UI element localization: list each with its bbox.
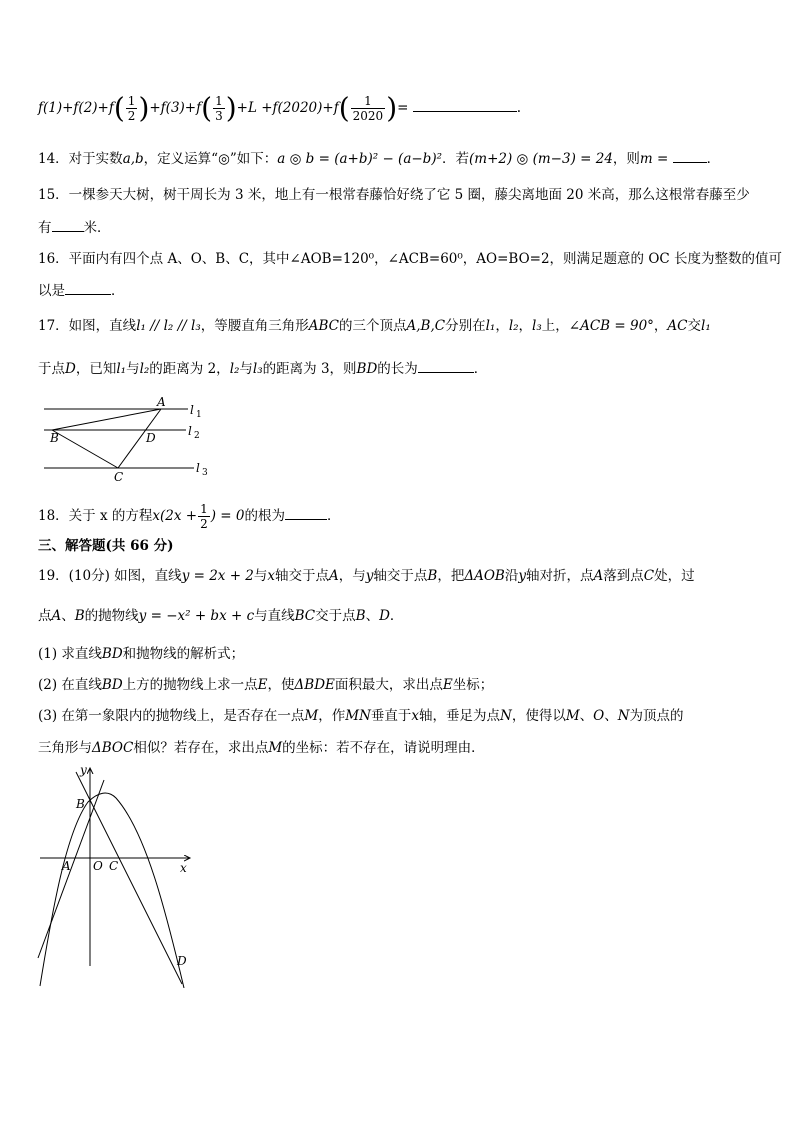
label-o: O [93,859,103,873]
q13-frac1: $\frac{1}{2}$ [127,94,136,123]
q17-figure [38,392,218,484]
q13-part1: f(1)+f(2)+f [38,100,114,116]
label-d: D [177,954,187,968]
q19-figure [36,762,196,988]
label-b: B [50,431,59,445]
q18-line: 18．关于 x 的方程x(2x + $\frac{1}{2}$ ) = 0的根为 ． [38,502,341,531]
label-d: D [146,431,156,445]
q15-answer-blank[interactable] [52,217,84,232]
q15-line1: 15．一棵参天大树，树干周长为 3 米，地上有一根常春藤恰好绕了它 5 圈，藤尖离地面 20 米高，那么这根常春藤至少 [38,187,750,203]
section-title: 三、解答题(共 66 分) [38,538,174,554]
q19-line2: 点A、B的抛物线y = −x² + bx + c与直线BC交于点B、D． [38,608,404,624]
label-l2: l [188,424,192,438]
q14-definition: a ◎ b = (a+b)² − (a−b)² [277,151,443,167]
q19-part3-line1: (3) 在第一象限内的抛物线上，是否存在一点M，作MN垂直于x轴，垂足为点N，使得以M、O、N为顶点的 [38,708,684,724]
q14-equation: (m+2) ◎ (m−3) = 24 [469,151,613,167]
parabola [40,793,184,988]
q13-part3: +L +f(2020)+f [236,100,339,116]
segment-ba [52,409,161,430]
q18-frac: $\frac{1}{2}$ [200,502,208,531]
label-a: A [62,859,71,873]
q14-line: 14．对于实数a,b，定义运算“◎”如下：a ◎ b = (a+b)² − (a−b)²．若(m+2) ◎ (m−3) = 24，则m = ． [38,148,758,169]
q19-part2: (2) 在直线BD上方的抛物线上求一点E，使ΔBDE面积最大，求出点E坐标； [38,677,494,693]
label-c: C [114,470,124,484]
label-x: x [180,861,187,875]
q13-part2: +f(3)+f [149,100,202,116]
label-l3-sub: 3 [202,468,208,478]
q17-answer-blank[interactable] [418,358,474,373]
label-c: C [109,859,119,873]
q19-part3-line2: 三角形与ΔBOC相似？若存在，求出点M的坐标：若不存在，请说明理由． [38,740,485,756]
q19-line1: 19．(10分) 如图，直线y = 2x + 2与x轴交于点A，与y轴交于点B，把ΔAOB沿y轴对折，点A落到点C处，过 [38,568,695,584]
q15-line2: 有 米． [38,217,758,238]
q16-answer-blank[interactable] [65,280,111,295]
segment-bc [52,430,118,468]
q14-answer-blank[interactable] [673,148,707,163]
q13-answer-blank[interactable] [413,97,517,112]
q16-line1: 16．平面内有四个点 A、O、B、C，其中∠AOB=120⁰，∠ACB=60⁰，AO=BO=2，则满足题意的 OC 长度为整数的值可 [38,251,783,267]
q13-frac2: $\frac{1}{3}$ [215,94,223,123]
q13-part4: = [397,100,409,116]
label-b: B [76,797,85,811]
label-y: y [80,763,87,777]
q16-line2: 以是 ． [38,280,758,301]
q18-answer-blank[interactable] [285,505,327,520]
line-bd [76,772,182,984]
label-l1: l [190,403,194,417]
label-l2-sub: 2 [194,431,200,441]
label-a: A [157,395,166,409]
q13-frac3: $\frac{1}{2020}$ [352,94,384,123]
label-l3: l [196,461,200,475]
q17-line2: 于点D，已知l₁与l₂的距离为 2，l₂与l₃的距离为 3，则BD的长为 ． [38,358,758,379]
label-l1-sub: 1 [196,410,202,420]
q13-formula: f(1)+f(2)+f( $\frac{1}{2}$ )+f(3)+f( $\frac{1}{3}$ )+L +f(2020)+f( $\frac{1}{2020}$ )= . [38,91,522,125]
q17-line1: 17．如图，直线l₁ // l₂ // l₃，等腰直角三角形ABC的三个顶点A,B,C分别在l₁，l₂，l₃上，∠ACB = 90°，AC交l₁ [38,318,711,334]
q19-part1: (1) 求直线BD和抛物线的解析式； [38,646,245,662]
